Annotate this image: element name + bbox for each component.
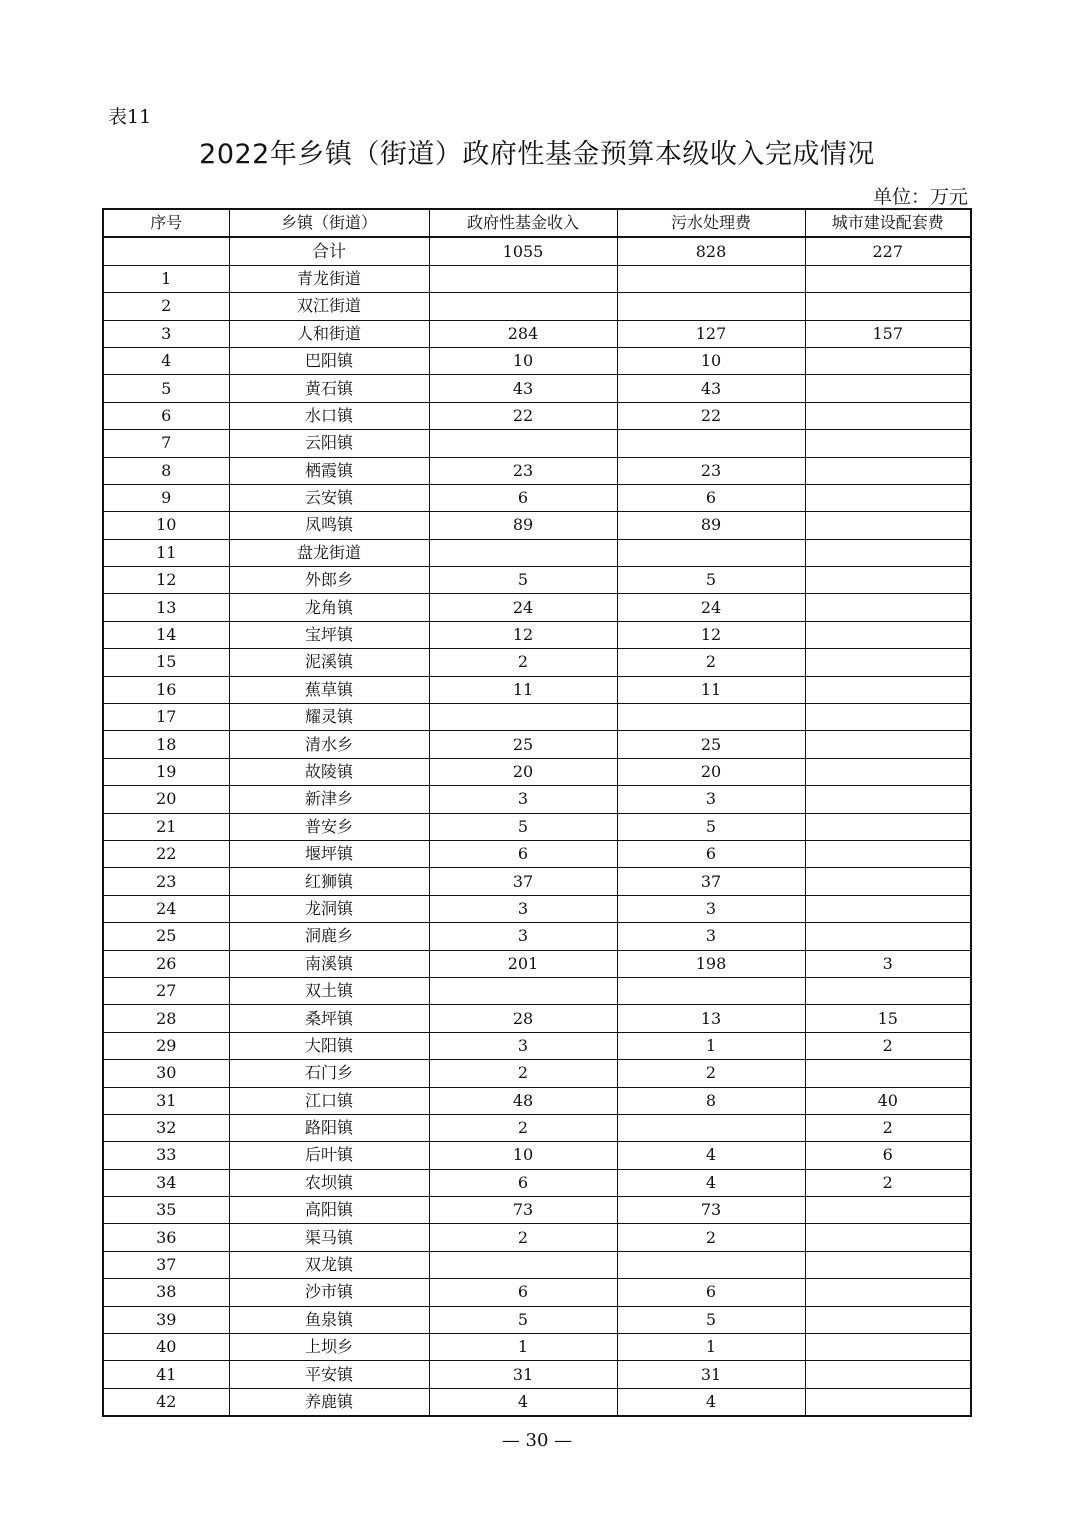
cell-fund-income: 31 [429, 1361, 617, 1388]
cell-construction-fee [805, 1060, 971, 1087]
cell-sewage-fee [617, 265, 805, 292]
total-label: 合计 [229, 237, 429, 265]
cell-construction-fee [805, 923, 971, 950]
cell-construction-fee [805, 1361, 971, 1388]
cell-no: 27 [103, 977, 229, 1004]
table-body [103, 237, 971, 1416]
cell-construction-fee [805, 375, 971, 402]
cell-fund-income: 20 [429, 758, 617, 785]
cell-township: 云阳镇 [229, 430, 429, 457]
header-sewage-fee: 污水处理费 [617, 209, 805, 237]
cell-township: 普安乡 [229, 813, 429, 840]
cell-construction-fee [805, 868, 971, 895]
unit-label: 单位：万元 [872, 186, 968, 208]
table-row [103, 1032, 971, 1059]
header-fund-income: 政府性基金收入 [429, 209, 617, 237]
cell-township: 外郎乡 [229, 567, 429, 594]
cell-sewage-fee: 3 [617, 923, 805, 950]
cell-no: 7 [103, 430, 229, 457]
cell-sewage-fee [617, 977, 805, 1004]
cell-sewage-fee: 73 [617, 1197, 805, 1224]
cell-sewage-fee: 3 [617, 895, 805, 922]
cell-township: 农坝镇 [229, 1169, 429, 1196]
cell-no: 22 [103, 840, 229, 867]
cell-no: 25 [103, 923, 229, 950]
total-row [103, 237, 971, 265]
cell-no: 17 [103, 704, 229, 731]
cell-no: 37 [103, 1251, 229, 1278]
cell-fund-income: 10 [429, 1142, 617, 1169]
cell-no: 20 [103, 786, 229, 813]
cell-sewage-fee: 1 [617, 1334, 805, 1361]
cell-construction-fee [805, 813, 971, 840]
cell-no: 13 [103, 594, 229, 621]
cell-fund-income: 73 [429, 1197, 617, 1224]
cell-fund-income: 23 [429, 457, 617, 484]
cell-sewage-fee: 31 [617, 1361, 805, 1388]
cell-no: 1 [103, 265, 229, 292]
cell-township: 双江街道 [229, 293, 429, 320]
cell-fund-income: 6 [429, 1279, 617, 1306]
table-row [103, 1087, 971, 1114]
cell-fund-income: 201 [429, 950, 617, 977]
cell-fund-income [429, 977, 617, 1004]
cell-construction-fee [805, 676, 971, 703]
cell-township: 南溪镇 [229, 950, 429, 977]
cell-township: 宝坪镇 [229, 621, 429, 648]
cell-fund-income: 5 [429, 1306, 617, 1333]
table-row [103, 1169, 971, 1196]
cell-township: 平安镇 [229, 1361, 429, 1388]
cell-no: 33 [103, 1142, 229, 1169]
page-number: — 30 — [501, 1430, 573, 1451]
cell-fund-income [429, 265, 617, 292]
cell-construction-fee [805, 758, 971, 785]
cell-township: 凤鸣镇 [229, 512, 429, 539]
cell-sewage-fee [617, 704, 805, 731]
cell-township: 江口镇 [229, 1087, 429, 1114]
cell-no: 35 [103, 1197, 229, 1224]
cell-fund-income: 11 [429, 676, 617, 703]
cell-construction-fee: 15 [805, 1005, 971, 1032]
cell-construction-fee [805, 430, 971, 457]
cell-construction-fee [805, 402, 971, 429]
cell-construction-fee [805, 786, 971, 813]
cell-fund-income: 28 [429, 1005, 617, 1032]
cell-fund-income [429, 293, 617, 320]
table-row [103, 1251, 971, 1278]
cell-no: 14 [103, 621, 229, 648]
cell-construction-fee: 40 [805, 1087, 971, 1114]
cell-no: 19 [103, 758, 229, 785]
cell-construction-fee [805, 594, 971, 621]
header-township: 乡镇（街道） [229, 209, 429, 237]
cell-township: 龙洞镇 [229, 895, 429, 922]
cell-construction-fee [805, 1197, 971, 1224]
cell-sewage-fee: 4 [617, 1169, 805, 1196]
cell-no: 38 [103, 1279, 229, 1306]
table-header-row [103, 209, 971, 237]
cell-construction-fee [805, 265, 971, 292]
table-row [103, 1224, 971, 1251]
cell-fund-income: 2 [429, 649, 617, 676]
cell-construction-fee [805, 704, 971, 731]
cell-sewage-fee: 10 [617, 347, 805, 374]
cell-fund-income [429, 1251, 617, 1278]
cell-township: 云安镇 [229, 484, 429, 511]
table-row [103, 347, 971, 374]
table-row [103, 512, 971, 539]
cell-sewage-fee: 5 [617, 1306, 805, 1333]
cell-fund-income: 3 [429, 895, 617, 922]
cell-no: 15 [103, 649, 229, 676]
cell-construction-fee [805, 512, 971, 539]
cell-fund-income [429, 539, 617, 566]
cell-fund-income: 3 [429, 1032, 617, 1059]
cell-township: 双土镇 [229, 977, 429, 1004]
cell-no: 21 [103, 813, 229, 840]
cell-sewage-fee: 3 [617, 786, 805, 813]
cell-fund-income: 25 [429, 731, 617, 758]
table-row [103, 1279, 971, 1306]
cell-no: 2 [103, 293, 229, 320]
cell-no: 8 [103, 457, 229, 484]
cell-sewage-fee: 4 [617, 1142, 805, 1169]
cell-sewage-fee: 24 [617, 594, 805, 621]
cell-sewage-fee: 25 [617, 731, 805, 758]
table-row [103, 813, 971, 840]
table-row [103, 1334, 971, 1361]
table-row [103, 1114, 971, 1141]
cell-township: 高阳镇 [229, 1197, 429, 1224]
total-no [103, 237, 229, 265]
cell-construction-fee [805, 1224, 971, 1251]
cell-township: 青龙街道 [229, 265, 429, 292]
table-row [103, 840, 971, 867]
cell-no: 32 [103, 1114, 229, 1141]
cell-sewage-fee: 2 [617, 1224, 805, 1251]
cell-fund-income [429, 430, 617, 457]
cell-construction-fee [805, 621, 971, 648]
cell-fund-income: 48 [429, 1087, 617, 1114]
cell-sewage-fee: 11 [617, 676, 805, 703]
cell-township: 养鹿镇 [229, 1388, 429, 1416]
cell-construction-fee [805, 1251, 971, 1278]
table-row [103, 1361, 971, 1388]
table-row [103, 265, 971, 292]
cell-fund-income: 24 [429, 594, 617, 621]
cell-township: 蕉草镇 [229, 676, 429, 703]
cell-fund-income: 89 [429, 512, 617, 539]
cell-sewage-fee: 127 [617, 320, 805, 347]
cell-construction-fee [805, 731, 971, 758]
cell-no: 6 [103, 402, 229, 429]
cell-township: 泥溪镇 [229, 649, 429, 676]
table-row [103, 649, 971, 676]
table-row [103, 320, 971, 347]
cell-township: 沙市镇 [229, 1279, 429, 1306]
cell-sewage-fee: 13 [617, 1005, 805, 1032]
cell-construction-fee [805, 539, 971, 566]
cell-sewage-fee: 6 [617, 840, 805, 867]
cell-sewage-fee: 198 [617, 950, 805, 977]
cell-sewage-fee: 5 [617, 567, 805, 594]
cell-sewage-fee: 5 [617, 813, 805, 840]
cell-township: 新津乡 [229, 786, 429, 813]
table-row [103, 430, 971, 457]
table-row [103, 868, 971, 895]
cell-sewage-fee: 20 [617, 758, 805, 785]
table-row [103, 293, 971, 320]
cell-sewage-fee: 4 [617, 1388, 805, 1416]
table-row [103, 923, 971, 950]
cell-fund-income: 10 [429, 347, 617, 374]
cell-sewage-fee: 89 [617, 512, 805, 539]
cell-no: 23 [103, 868, 229, 895]
cell-fund-income: 4 [429, 1388, 617, 1416]
cell-township: 石门乡 [229, 1060, 429, 1087]
cell-sewage-fee [617, 430, 805, 457]
cell-fund-income: 2 [429, 1114, 617, 1141]
cell-sewage-fee: 6 [617, 484, 805, 511]
cell-sewage-fee: 6 [617, 1279, 805, 1306]
cell-fund-income: 6 [429, 1169, 617, 1196]
cell-township: 渠马镇 [229, 1224, 429, 1251]
table-row [103, 457, 971, 484]
cell-construction-fee [805, 1388, 971, 1416]
cell-sewage-fee: 1 [617, 1032, 805, 1059]
cell-fund-income [429, 704, 617, 731]
cell-sewage-fee: 23 [617, 457, 805, 484]
cell-township: 大阳镇 [229, 1032, 429, 1059]
cell-sewage-fee [617, 539, 805, 566]
cell-no: 11 [103, 539, 229, 566]
cell-township: 耀灵镇 [229, 704, 429, 731]
table-row [103, 977, 971, 1004]
cell-no: 5 [103, 375, 229, 402]
cell-sewage-fee: 43 [617, 375, 805, 402]
cell-construction-fee [805, 293, 971, 320]
cell-no: 36 [103, 1224, 229, 1251]
cell-construction-fee: 2 [805, 1114, 971, 1141]
cell-township: 后叶镇 [229, 1142, 429, 1169]
table-row [103, 895, 971, 922]
cell-no: 41 [103, 1361, 229, 1388]
cell-no: 31 [103, 1087, 229, 1114]
cell-sewage-fee: 8 [617, 1087, 805, 1114]
table-row [103, 375, 971, 402]
cell-construction-fee: 2 [805, 1169, 971, 1196]
table-row [103, 1306, 971, 1333]
cell-no: 40 [103, 1334, 229, 1361]
cell-sewage-fee: 2 [617, 649, 805, 676]
table-row [103, 786, 971, 813]
table-row [103, 402, 971, 429]
cell-sewage-fee: 12 [617, 621, 805, 648]
table-row [103, 758, 971, 785]
table-row [103, 676, 971, 703]
cell-no: 16 [103, 676, 229, 703]
cell-construction-fee: 157 [805, 320, 971, 347]
cell-construction-fee [805, 567, 971, 594]
cell-township: 鱼泉镇 [229, 1306, 429, 1333]
table-row [103, 484, 971, 511]
cell-township: 盘龙街道 [229, 539, 429, 566]
cell-sewage-fee [617, 1114, 805, 1141]
cell-construction-fee [805, 347, 971, 374]
cell-sewage-fee: 2 [617, 1060, 805, 1087]
cell-no: 26 [103, 950, 229, 977]
cell-no: 34 [103, 1169, 229, 1196]
cell-construction-fee: 3 [805, 950, 971, 977]
cell-township: 堰坪镇 [229, 840, 429, 867]
cell-construction-fee [805, 977, 971, 1004]
cell-construction-fee [805, 840, 971, 867]
table-row [103, 704, 971, 731]
cell-no: 24 [103, 895, 229, 922]
cell-township: 双龙镇 [229, 1251, 429, 1278]
cell-township: 上坝乡 [229, 1334, 429, 1361]
cell-fund-income: 6 [429, 484, 617, 511]
cell-township: 巴阳镇 [229, 347, 429, 374]
table-row [103, 1388, 971, 1416]
budget-table [102, 208, 972, 1417]
cell-fund-income: 1 [429, 1334, 617, 1361]
cell-construction-fee [805, 895, 971, 922]
cell-township: 红狮镇 [229, 868, 429, 895]
cell-construction-fee: 2 [805, 1032, 971, 1059]
cell-fund-income: 2 [429, 1224, 617, 1251]
total-construction-fee: 227 [805, 237, 971, 265]
table-row [103, 1197, 971, 1224]
cell-fund-income: 284 [429, 320, 617, 347]
cell-fund-income: 5 [429, 567, 617, 594]
cell-township: 水口镇 [229, 402, 429, 429]
cell-no: 12 [103, 567, 229, 594]
cell-township: 故陵镇 [229, 758, 429, 785]
cell-no: 30 [103, 1060, 229, 1087]
header-construction-fee: 城市建设配套费 [805, 209, 971, 237]
table-row [103, 1005, 971, 1032]
table-row [103, 731, 971, 758]
cell-fund-income: 6 [429, 840, 617, 867]
cell-construction-fee: 6 [805, 1142, 971, 1169]
cell-no: 4 [103, 347, 229, 374]
cell-construction-fee [805, 1306, 971, 1333]
cell-construction-fee [805, 1334, 971, 1361]
cell-no: 3 [103, 320, 229, 347]
cell-township: 黄石镇 [229, 375, 429, 402]
cell-township: 洞鹿乡 [229, 923, 429, 950]
cell-township: 路阳镇 [229, 1114, 429, 1141]
cell-township: 人和街道 [229, 320, 429, 347]
table-row [103, 594, 971, 621]
cell-fund-income: 37 [429, 868, 617, 895]
cell-township: 栖霞镇 [229, 457, 429, 484]
table-row [103, 567, 971, 594]
cell-fund-income: 12 [429, 621, 617, 648]
cell-no: 28 [103, 1005, 229, 1032]
table-label: 表11 [108, 106, 152, 128]
table-row [103, 539, 971, 566]
cell-fund-income: 3 [429, 923, 617, 950]
cell-township: 清水乡 [229, 731, 429, 758]
cell-township: 桑坪镇 [229, 1005, 429, 1032]
cell-township: 龙角镇 [229, 594, 429, 621]
total-fund-income: 1055 [429, 237, 617, 265]
cell-no: 18 [103, 731, 229, 758]
cell-fund-income: 2 [429, 1060, 617, 1087]
table-row [103, 621, 971, 648]
cell-construction-fee [805, 484, 971, 511]
table-row [103, 950, 971, 977]
header-no: 序号 [103, 209, 229, 237]
cell-no: 39 [103, 1306, 229, 1333]
cell-no: 10 [103, 512, 229, 539]
cell-sewage-fee: 37 [617, 868, 805, 895]
cell-sewage-fee [617, 293, 805, 320]
cell-fund-income: 3 [429, 786, 617, 813]
page-title: 2022年乡镇（街道）政府性基金预算本级收入完成情况 [199, 139, 875, 170]
cell-fund-income: 5 [429, 813, 617, 840]
cell-construction-fee [805, 1279, 971, 1306]
cell-fund-income: 22 [429, 402, 617, 429]
table-row [103, 1060, 971, 1087]
cell-no: 9 [103, 484, 229, 511]
cell-no: 29 [103, 1032, 229, 1059]
table-row [103, 1142, 971, 1169]
cell-construction-fee [805, 649, 971, 676]
cell-fund-income: 43 [429, 375, 617, 402]
cell-sewage-fee [617, 1251, 805, 1278]
cell-construction-fee [805, 457, 971, 484]
cell-no: 42 [103, 1388, 229, 1416]
cell-sewage-fee: 22 [617, 402, 805, 429]
total-sewage-fee: 828 [617, 237, 805, 265]
